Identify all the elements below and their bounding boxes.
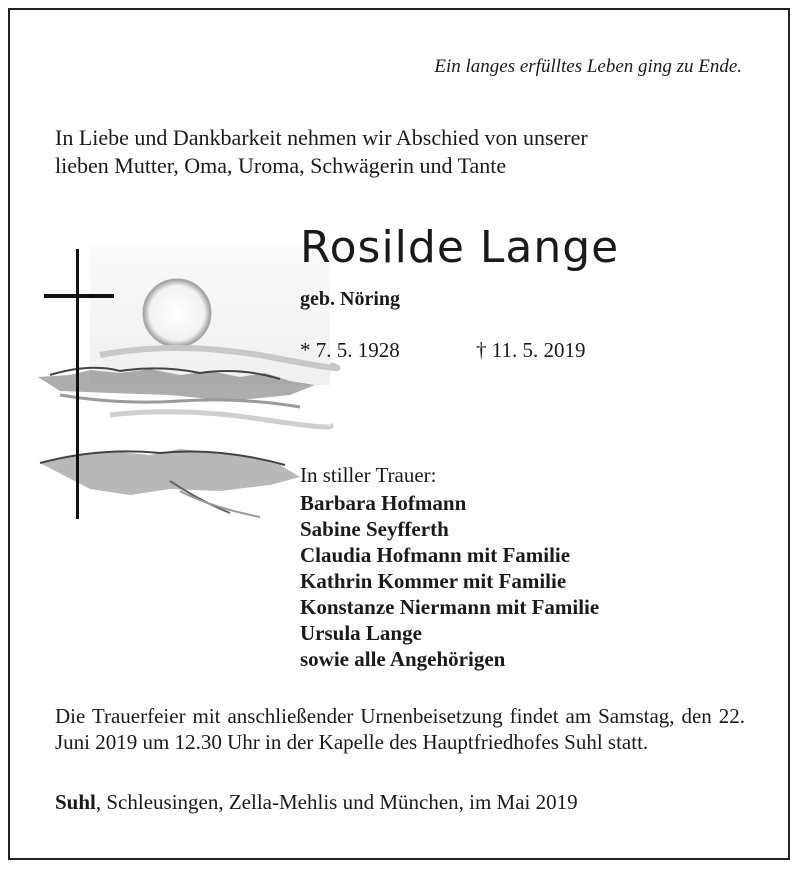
mourning-heading: In stiller Trauer: <box>300 463 437 487</box>
born-name: geb. Nöring <box>300 288 400 310</box>
death-date: † 11. 5. 2019 <box>476 338 586 362</box>
mourner-name: Konstanze Niermann mit Familie <box>300 595 600 619</box>
intro-line-2: lieben Mutter, Oma, Uroma, Schwägerin und Tante <box>55 153 507 178</box>
motto: Ein langes erfülltes Leben ging zu Ende. <box>434 56 742 77</box>
mourner-name: Claudia Hofmann mit Familie <box>300 543 571 567</box>
mourner-name: Barbara Hofmann <box>300 491 467 515</box>
place-city: Suhl <box>55 790 96 814</box>
intro-line-1: In Liebe und Dankbarkeit nehmen wir Abschied von unserer <box>55 125 588 150</box>
deceased-name: Rosilde Lange <box>300 222 620 273</box>
place-rest: , Schleusingen, Zella-Mehlis und München, im Mai 2019 <box>95 790 578 814</box>
sun-icon <box>143 279 211 347</box>
mourners-list <box>300 490 599 672</box>
birth-date: * 7. 5. 1928 <box>300 338 400 362</box>
place-and-date <box>55 790 578 815</box>
life-dates <box>300 338 585 363</box>
mourner-name: Kathrin Kommer mit Familie <box>300 569 567 593</box>
mourner-name: Ursula Lange <box>300 621 422 645</box>
mourner-name: Sabine Seyfferth <box>300 517 449 541</box>
intro-text <box>55 124 755 180</box>
funeral-info: Die Trauerfeier mit anschließender Urnenbeisetzung findet am Samstag, den 22. Juni 2019 um 12.30 Uhr in der Kapelle des Hauptfriedhofes Suhl statt. <box>55 704 745 754</box>
mourner-name: sowie alle Angehörigen <box>300 647 506 671</box>
